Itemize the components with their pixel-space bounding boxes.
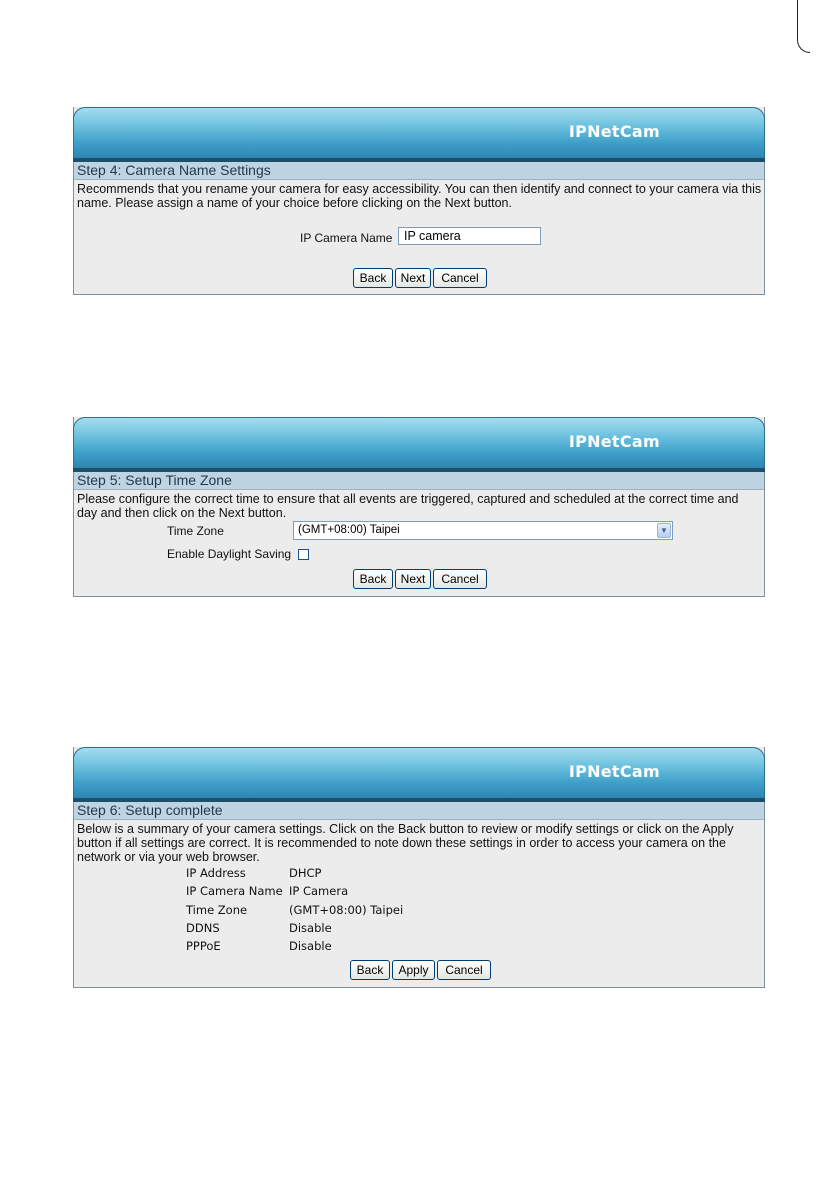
- step4-header: [73, 107, 765, 158]
- step6-apply-button[interactable]: Apply: [392, 960, 435, 980]
- step5-back-button[interactable]: Back: [353, 569, 393, 589]
- step4-back-button[interactable]: Back: [353, 268, 393, 288]
- step4-cancel-button[interactable]: Cancel: [433, 268, 487, 288]
- daylight-saving-label: Enable Daylight Saving: [167, 547, 292, 561]
- daylight-saving-checkbox[interactable]: [298, 549, 309, 560]
- brand-logo-text: IPNetCam: [568, 432, 660, 451]
- step5-panel: [73, 417, 765, 597]
- summary-value-time-zone: (GMT+08:00) Taipei: [289, 903, 404, 917]
- summary-value-camera-name: IP Camera: [289, 884, 349, 898]
- step5-next-button[interactable]: Next: [395, 569, 431, 589]
- step5-header: [73, 417, 765, 468]
- summary-value-pppoe: Disable: [289, 939, 332, 953]
- step4-panel: [73, 107, 765, 295]
- step4-title: Step 4: Camera Name Settings: [74, 162, 764, 180]
- brand-logo-text: IPNetCam: [568, 122, 660, 141]
- summary-label-camera-name: IP Camera Name: [186, 884, 283, 898]
- step6-description: Below is a summary of your camera settings. Click on the Back button to review or modify settings or click on the Apply button if all settings are correct. It is recommended to note down these settings in order to access your camera on the network or via your web browser.: [77, 822, 734, 864]
- step4-description: Recommends that you rename your camera for easy accessibility. You can then identify and connect to your camera via this name. Please assign a name of your choice before clicking on the Next button.: [77, 182, 762, 210]
- summary-label-ip-address: IP Address: [186, 866, 246, 880]
- camera-name-input[interactable]: [398, 227, 541, 245]
- summary-label-pppoe: PPPoE: [186, 939, 221, 953]
- chevron-down-icon[interactable]: ▼: [657, 523, 671, 538]
- page-corner-mark: [797, 0, 810, 53]
- summary-label-ddns: DDNS: [186, 921, 220, 935]
- brand-logo-text: IPNetCam: [568, 762, 660, 781]
- step6-title: Step 6: Setup complete: [74, 802, 764, 820]
- step4-next-button[interactable]: Next: [395, 268, 431, 288]
- step6-back-button[interactable]: Back: [350, 960, 390, 980]
- step5-title: Step 5: Setup Time Zone: [74, 472, 764, 490]
- summary-value-ip-address: DHCP: [289, 866, 322, 880]
- step6-header: [73, 747, 765, 798]
- summary-value-ddns: Disable: [289, 921, 332, 935]
- camera-name-label: IP Camera Name: [300, 231, 393, 245]
- step6-cancel-button[interactable]: Cancel: [437, 960, 491, 980]
- step5-description: Please configure the correct time to ensure that all events are triggered, captured and scheduled at the correct time and day and then click on the Next button.: [77, 492, 739, 520]
- step5-cancel-button[interactable]: Cancel: [433, 569, 487, 589]
- summary-label-time-zone: Time Zone: [186, 903, 248, 917]
- step6-panel: [73, 747, 765, 988]
- time-zone-selected-value: (GMT+08:00) Taipei: [298, 524, 400, 536]
- time-zone-label: Time Zone: [167, 524, 224, 538]
- time-zone-select[interactable]: [293, 521, 673, 540]
